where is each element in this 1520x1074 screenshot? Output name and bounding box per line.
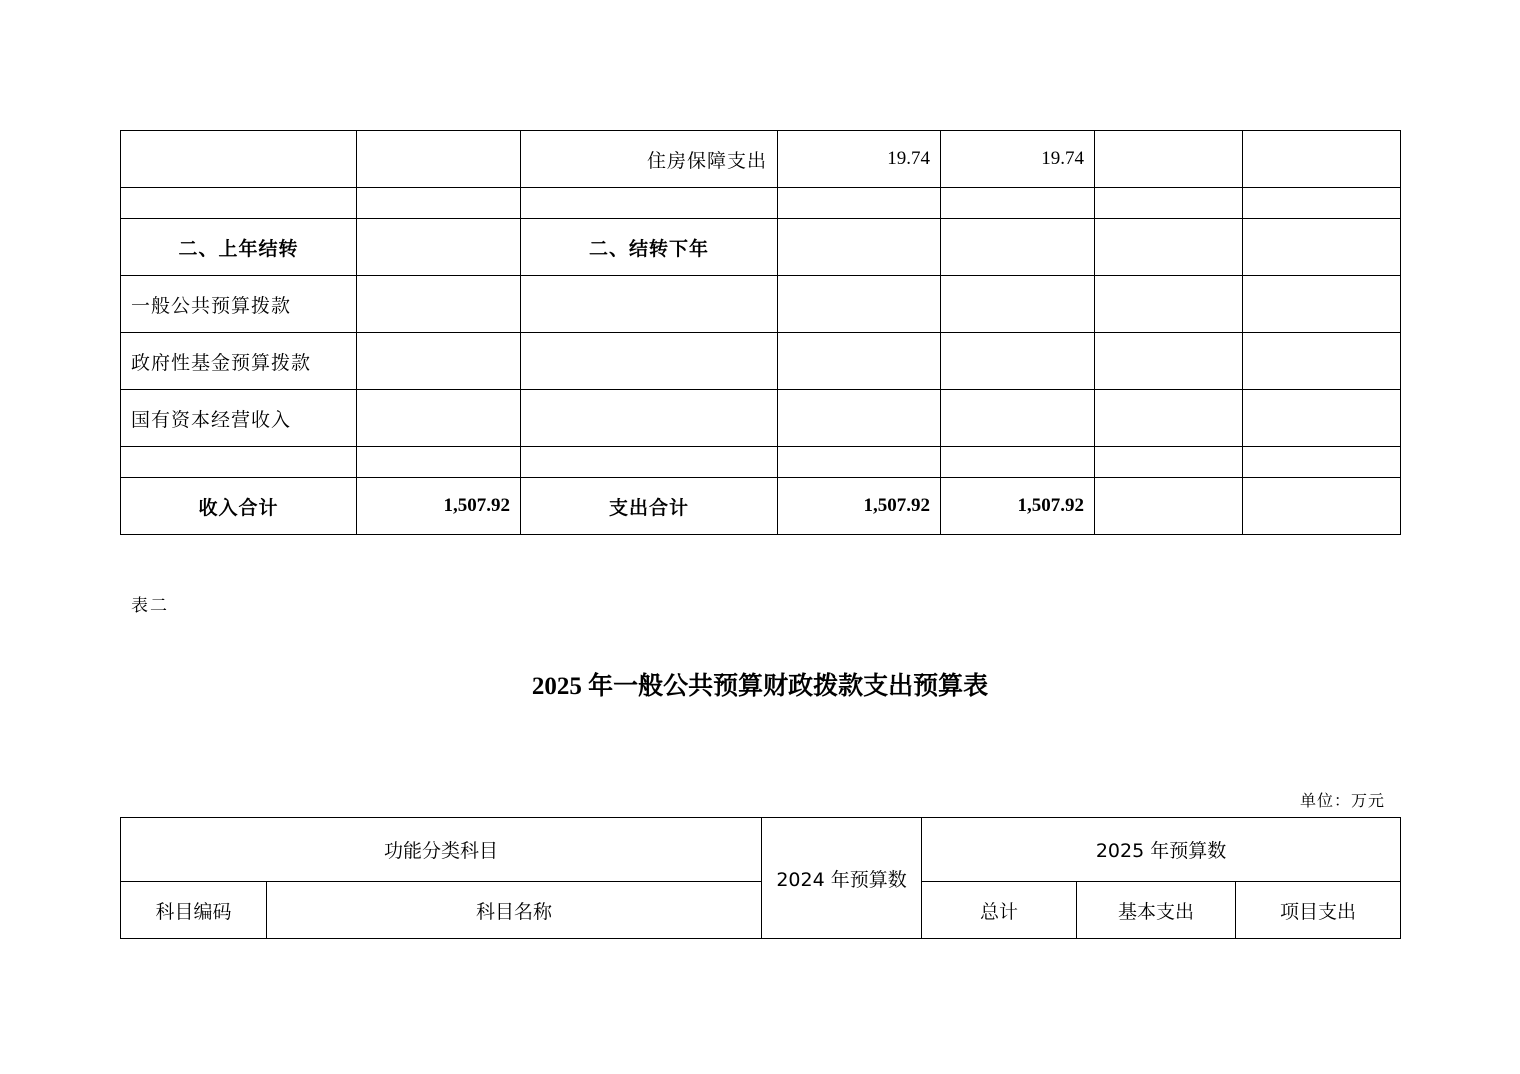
column-header: 2025 年预算数 xyxy=(922,818,1401,882)
table-row xyxy=(121,390,1401,447)
table-cell xyxy=(778,447,941,478)
total-row xyxy=(121,478,1401,535)
table-cell xyxy=(1095,390,1243,447)
table-cell xyxy=(521,276,778,333)
table-cell xyxy=(121,447,357,478)
header-row xyxy=(121,818,1401,882)
table-cell xyxy=(1243,447,1401,478)
page-title: 2025 年一般公共预算财政拨款支出预算表 xyxy=(531,673,989,700)
table-cell: 19.74 xyxy=(778,131,941,188)
column-header: 项目支出 xyxy=(1236,882,1401,939)
table-cell xyxy=(941,333,1095,390)
income-total-label: 收入合计 xyxy=(121,478,357,535)
table-cell xyxy=(357,333,521,390)
table-cell xyxy=(121,131,357,188)
table-cell xyxy=(1243,390,1401,447)
budget-summary-table xyxy=(120,130,1401,535)
table-cell xyxy=(1243,478,1401,535)
table-cell xyxy=(521,447,778,478)
table-cell xyxy=(778,390,941,447)
table-cell xyxy=(1095,219,1243,276)
expense-total-value: 1,507.92 xyxy=(778,478,941,535)
table-row xyxy=(121,188,1401,219)
table-cell xyxy=(941,188,1095,219)
table-cell: 一般公共预算拨款 xyxy=(121,276,357,333)
table-cell xyxy=(1243,276,1401,333)
header-row xyxy=(121,882,1401,939)
table-row xyxy=(121,447,1401,478)
table-cell xyxy=(1095,131,1243,188)
income-total-value: 1,507.92 xyxy=(357,478,521,535)
unit-label: 单位：万元 xyxy=(1300,791,1386,810)
table-row xyxy=(121,131,1401,188)
table-cell: 政府性基金预算拨款 xyxy=(121,333,357,390)
section-heading-cell: 二、上年结转 xyxy=(121,219,357,276)
table-cell: 19.74 xyxy=(941,131,1095,188)
table-cell xyxy=(1243,333,1401,390)
table-cell xyxy=(941,390,1095,447)
column-header: 科目编码 xyxy=(121,882,267,939)
column-header: 功能分类科目 xyxy=(121,818,762,882)
table-cell xyxy=(1243,219,1401,276)
expenditure-budget-table xyxy=(120,817,1401,939)
table-row xyxy=(121,333,1401,390)
table-row xyxy=(121,276,1401,333)
table-cell xyxy=(521,390,778,447)
table-cell xyxy=(778,219,941,276)
table-cell xyxy=(357,219,521,276)
table-cell xyxy=(521,188,778,219)
expense-total-value: 1,507.92 xyxy=(941,478,1095,535)
table-cell xyxy=(941,276,1095,333)
table-cell xyxy=(1095,333,1243,390)
table-cell xyxy=(357,188,521,219)
expense-total-label: 支出合计 xyxy=(521,478,778,535)
table-cell xyxy=(778,333,941,390)
table-cell xyxy=(357,390,521,447)
table-label: 表二 xyxy=(131,596,169,616)
table-cell xyxy=(357,131,521,188)
table-cell xyxy=(941,447,1095,478)
table-cell xyxy=(1095,276,1243,333)
table-cell xyxy=(1095,447,1243,478)
table-cell xyxy=(521,333,778,390)
table-cell xyxy=(1243,188,1401,219)
column-header: 基本支出 xyxy=(1077,882,1236,939)
table-cell xyxy=(1095,478,1243,535)
column-header: 2024 年预算数 xyxy=(762,818,922,939)
column-header: 总计 xyxy=(922,882,1077,939)
table-cell xyxy=(1243,131,1401,188)
column-header: 科目名称 xyxy=(267,882,762,939)
table-cell xyxy=(778,188,941,219)
table-cell xyxy=(121,188,357,219)
table-cell xyxy=(1095,188,1243,219)
section-heading-cell: 二、结转下年 xyxy=(521,219,778,276)
table-cell xyxy=(357,276,521,333)
table-cell: 国有资本经营收入 xyxy=(121,390,357,447)
table-cell xyxy=(941,219,1095,276)
table-cell: 住房保障支出 xyxy=(521,131,778,188)
table-cell xyxy=(357,447,521,478)
table-row xyxy=(121,219,1401,276)
table-cell xyxy=(778,276,941,333)
